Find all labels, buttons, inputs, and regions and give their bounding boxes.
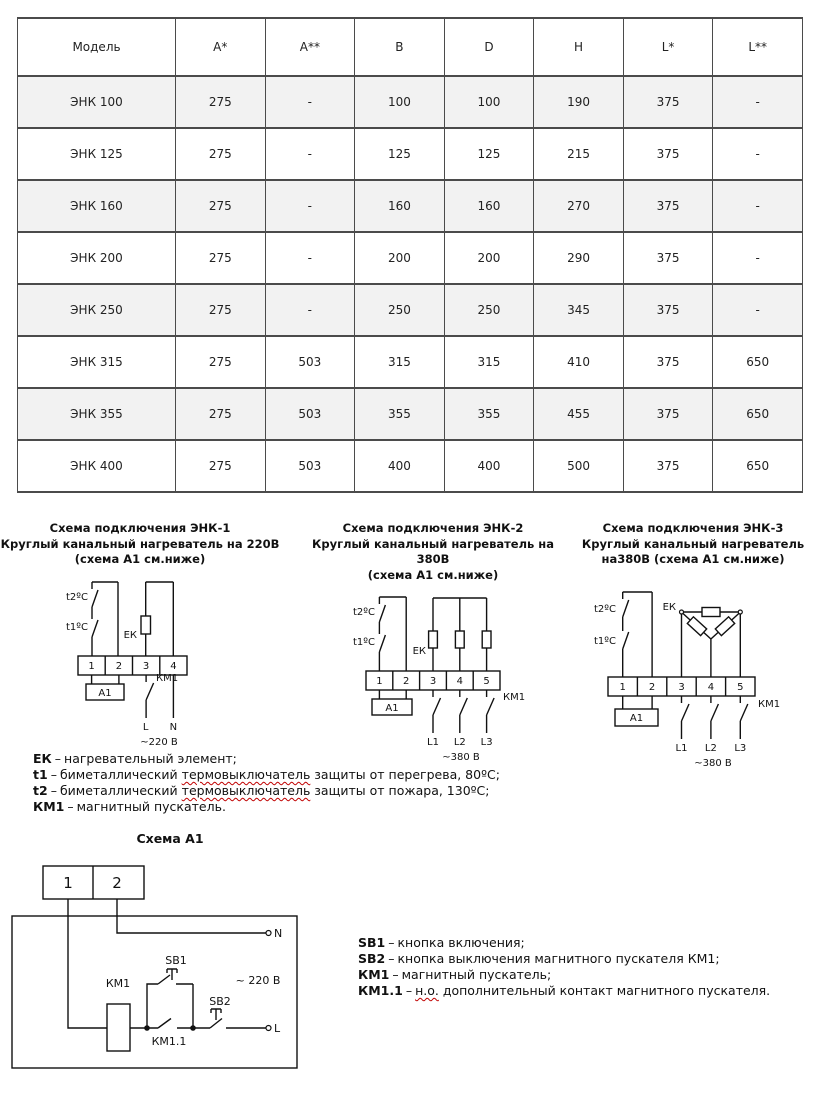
legend-text: дополнительный контакт магнитного пускателя. [438,983,771,998]
diagram-title-line: Круглый канальный нагреватель на 380В [311,536,555,566]
column-header: D [444,18,534,76]
km1-coil [107,1004,130,1051]
model-cell: ЭНК 100 [18,76,176,128]
diagram-enk2-title [298,521,568,583]
legend-term: КМ1 [358,967,390,982]
terminal-number: 3 [142,660,150,672]
table-row [18,388,803,440]
dimension-cell: 355 [355,388,445,440]
legend-item [358,967,770,983]
terminal-number: 5 [737,681,744,693]
legend-term: SB2 [358,951,386,966]
dimension-cell: 375 [623,440,713,492]
km1-contact [487,690,495,733]
label-sb2: SB2 [209,995,231,1008]
heater-element [141,616,151,634]
model-cell: ЭНК 125 [18,128,176,180]
legend-text-misspelled: н.о. [415,983,439,998]
terminal-number: 4 [707,681,715,693]
legend-text: магнитный пускатель; [401,967,552,982]
label-l: L [274,1022,281,1035]
label-ek: ЕК [662,601,676,613]
dimension-cell: 275 [176,180,266,232]
legend-term: КМ1.1 [358,983,403,998]
model-cell: ЭНК 250 [18,284,176,336]
dimension-cell: 100 [444,76,534,128]
diagram-title-line: Схема подключения ЭНК-2 [342,521,524,535]
thermal-switches [379,597,385,671]
enk2-wiring-schematic [330,584,580,768]
diagram-title-line: Схема подключения ЭНК-1 [49,521,231,535]
junction-dot [144,1025,150,1031]
dimension-cell: - [713,76,803,128]
legend-term: ЕК [33,751,52,766]
dimension-cell: 250 [444,284,534,336]
dimension-cell: 503 [265,440,355,492]
dimension-cell: 215 [534,128,624,180]
column-header: A** [265,18,355,76]
dimensions-table [17,17,803,493]
table-row [18,336,803,388]
terminal-number: 4 [456,676,463,687]
diagram-title-line: Схема подключения ЭНК-3 [602,521,784,535]
terminal-number: 3 [429,676,437,687]
label-phase-l: L [142,721,149,733]
dimension-cell: 275 [176,388,266,440]
dimension-cell: 200 [444,232,534,284]
model-cell: ЭНК 160 [18,180,176,232]
legend-dash: – [50,783,57,798]
legend-term: SB1 [358,935,386,950]
label-phase-l3: L3 [480,737,493,748]
dimension-cell: - [713,180,803,232]
heater-element [429,631,438,648]
dimension-cell: 345 [534,284,624,336]
label-voltage: ~380 В [694,757,732,769]
schema-a1-legend [358,935,770,1081]
terminal-number: 1 [619,681,626,693]
dimension-cell: - [265,128,355,180]
table-row [18,232,803,284]
label-phase-l1: L1 [675,742,688,754]
legend-text: защиты от перегрева, 80ºС; [310,767,500,782]
diagram-title-line: (схема А1 см.ниже) [367,567,499,582]
dimension-cell: 200 [355,232,445,284]
km1-contact [460,690,468,733]
table-header-row [18,18,803,76]
legend-text: кнопка включения; [397,935,525,950]
km1-contact [740,696,748,739]
terminal-number: 5 [483,676,490,687]
legend-text: биметаллический [59,783,182,798]
legend-dash: – [388,935,395,950]
heater-element [715,616,734,635]
label-a1: А1 [629,712,644,724]
schema-a1-schematic [0,856,300,1081]
label-km11: КМ1.1 [151,1035,187,1048]
column-header: B [355,18,445,76]
dimension-cell: 190 [534,76,624,128]
label-phase-l3: L3 [734,742,747,754]
legend-dash: – [405,983,413,998]
a1-leads [623,696,652,709]
dimension-cell: 375 [623,388,713,440]
label-km1: КМ1 [156,672,179,684]
terminal-point-n [266,931,271,936]
model-cell: ЭНК 315 [18,336,176,388]
legend-text: защиты от пожара, 130ºС; [310,783,490,798]
dimension-cell: 160 [355,180,445,232]
dimension-cell: 275 [176,128,266,180]
terminal-number: 2 [112,874,122,892]
table-row [18,440,803,492]
heater-element [482,631,491,648]
label-km1: КМ1 [105,977,131,990]
diagram-title-line: Круглый канальный нагреватель [581,536,805,551]
diagram-title-line: Круглый канальный нагреватель на 220В [0,536,280,551]
table-body [18,76,803,492]
legend-text: кнопка выключения магнитного пускателя КМ1; [397,951,720,966]
km1-contact [711,696,719,739]
dimension-cell: 503 [265,336,355,388]
dimension-cell: 275 [176,76,266,128]
legend-item [358,935,770,951]
diagram-title-line: (схема А1 см.ниже) [74,552,206,566]
dimension-cell: 275 [176,232,266,284]
dimension-cell: 400 [444,440,534,492]
model-cell: ЭНК 400 [18,440,176,492]
a1-leads [92,675,119,684]
label-sb1: SB1 [165,954,187,967]
dimensions-table-section [0,0,820,493]
label-ek: ЕК [123,629,137,641]
label-phase-n: N [169,721,178,733]
legend-text-misspelled: термовыключатель [181,783,311,798]
delta-node [680,610,684,614]
terminal-number: 4 [170,660,177,672]
dimension-cell: 503 [265,388,355,440]
legend-dash: – [388,951,395,966]
heater-element [702,607,720,616]
enk3-wiring-schematic [585,569,820,774]
dimension-cell: 275 [176,284,266,336]
legend-dash: – [67,799,74,814]
dimension-cell: - [265,232,355,284]
label-ek: ЕК [412,646,426,657]
thermal-switches [623,592,629,677]
dimension-cell: 125 [355,128,445,180]
table-row [18,284,803,336]
table-row [18,76,803,128]
dimension-cell: 100 [355,76,445,128]
dimension-cell: - [265,284,355,336]
dimension-cell: 125 [444,128,534,180]
schema-a1-title: Схема А1 [136,831,204,846]
label-voltage: ~220 В [140,736,178,748]
diagram-enk3 [550,521,820,769]
label-t2: t2ºC [594,603,616,615]
km1-contact [146,675,154,718]
label-a1: А1 [98,687,112,699]
dimension-cell: - [265,180,355,232]
legend-dash: – [50,767,57,782]
legend-text: биметаллический [59,767,182,782]
column-header: L* [623,18,713,76]
label-km1: КМ1 [758,698,781,710]
legend-text: нагревательный элемент; [64,751,237,766]
label-a1: А1 [385,703,399,714]
legend-term: КМ1 [33,799,65,814]
diagram-enk1 [0,521,280,747]
heater-element [455,631,464,648]
label-t1: t1ºC [353,637,375,648]
terminal-number: 2 [403,676,410,687]
legend-term: t2 [33,783,48,798]
legend-item [33,799,820,815]
diagram-enk3-title [558,521,820,568]
label-t2: t2ºC [353,607,375,618]
table-row [18,128,803,180]
dimension-cell: 375 [623,76,713,128]
dimension-cell: - [713,284,803,336]
label-t1: t1ºC [594,635,616,647]
label-voltage: ~380 В [442,752,480,763]
table-row [18,180,803,232]
terminal-number: 1 [376,676,383,687]
legend-item [33,783,820,799]
label-km1: КМ1 [503,692,526,703]
dimension-cell: - [265,76,355,128]
terminal-number: 2 [648,681,656,693]
enk1-wiring-schematic [30,569,280,753]
legend-text: магнитный пускатель. [76,799,226,814]
thermal-loop-wire [92,582,118,656]
junction-dot [190,1025,196,1031]
legend-term: t1 [33,767,48,782]
schema-a1-section [0,831,820,1081]
dimension-cell: 650 [713,388,803,440]
label-phase-l1: L1 [427,737,439,748]
a1-leads [379,690,406,699]
dimension-cell: 375 [623,128,713,180]
dimension-cell: 315 [444,336,534,388]
dimension-cell: 375 [623,232,713,284]
diagram-enk1-title [0,521,280,568]
diagram-title-line: на380В (схема А1 см.ниже) [601,552,785,566]
model-cell: ЭНК 355 [18,388,176,440]
dimension-cell: 455 [534,388,624,440]
km1-contact [682,696,690,739]
schema-a1-drawing [0,831,330,1081]
dimension-cell: 500 [534,440,624,492]
model-cell: ЭНК 200 [18,232,176,284]
legend-item [358,983,770,999]
dimension-cell: 160 [444,180,534,232]
thermal-switches [92,582,98,656]
dimension-cell: 375 [623,284,713,336]
dimension-cell: 400 [355,440,445,492]
delta-node [738,610,742,614]
dimension-cell: 250 [355,284,445,336]
label-n: N [274,927,283,940]
label-voltage: ~ 220 В [235,974,281,987]
label-phase-l2: L2 [453,737,466,748]
terminal-number: 3 [678,681,685,693]
dimension-cell: - [713,128,803,180]
dimension-cell: 375 [623,336,713,388]
label-phase-l2: L2 [704,742,717,754]
terminal-number: 2 [115,660,123,672]
terminal-number: 1 [88,660,95,672]
label-t2: t2ºC [66,591,88,603]
heater-element [687,616,706,635]
dimension-cell: 275 [176,336,266,388]
legend-item [358,951,770,967]
dimension-cell: 410 [534,336,624,388]
terminal-point-l [266,1026,271,1031]
column-header: A* [176,18,266,76]
dimension-cell: 375 [623,180,713,232]
column-header: H [534,18,624,76]
column-header: L** [713,18,803,76]
dimension-cell: 650 [713,336,803,388]
legend-dash: – [54,751,62,766]
dimension-cell: 650 [713,440,803,492]
label-t1: t1ºC [66,621,88,633]
dimension-cell: 275 [176,440,266,492]
dimension-cell: - [713,232,803,284]
km1-contact [433,690,441,733]
legend-text-misspelled: термовыключатель [181,767,311,782]
diagram-enk2 [280,521,555,763]
terminal-number: 1 [63,874,73,892]
thermal-loop-wire [379,597,406,671]
dimension-cell: 270 [534,180,624,232]
column-header: Модель [18,18,176,76]
dimension-cell: 315 [355,336,445,388]
legend-dash: – [392,967,399,982]
dimension-cell: 355 [444,388,534,440]
dimension-cell: 290 [534,232,624,284]
